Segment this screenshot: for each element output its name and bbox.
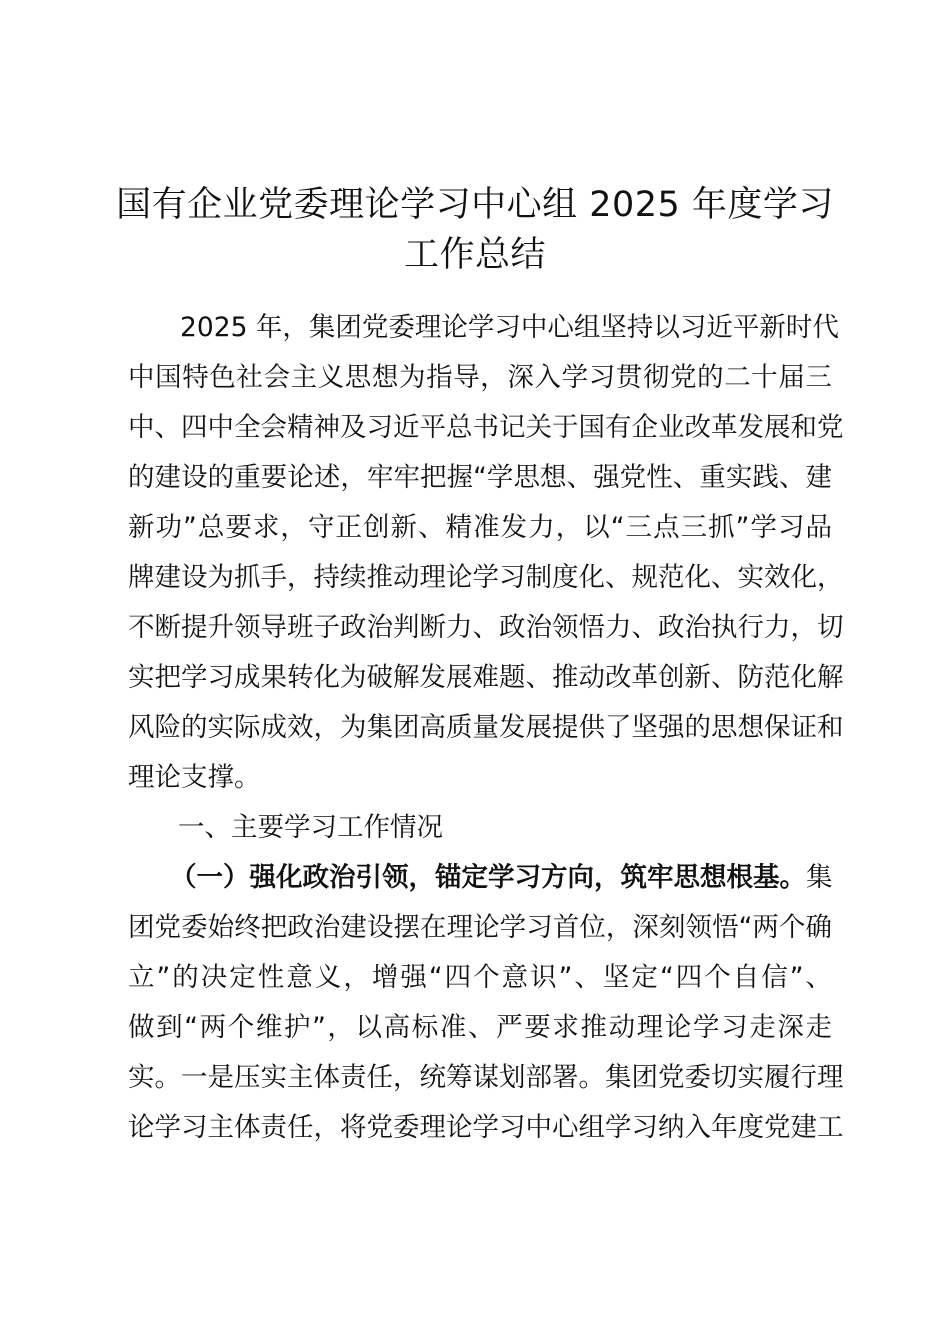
paragraph-line: 牌建设为抓手，持续推动理论学习制度化、规范化、实效化， bbox=[128, 562, 844, 593]
paragraph-line: 实。一是压实主体责任，统筹谋划部署。集团党委切实履行理 bbox=[128, 1062, 844, 1093]
section-heading: 一、主要学习工作情况 bbox=[178, 812, 443, 843]
document-title-line-1: 国有企业党委理论学习中心组 2025 年度学习 bbox=[116, 185, 834, 225]
subsection-first-line bbox=[170, 853, 832, 903]
paragraph-line: 中、四中全会精神及习近平总书记关于国有企业改革发展和党 bbox=[128, 412, 844, 443]
paragraph-line: 不断提升领导班子政治判断力、政治领悟力、政治执行力，切 bbox=[128, 612, 844, 643]
paragraph-line: 理论支撑。 bbox=[128, 762, 261, 793]
paragraph-line: 新功”总要求，守正创新、精准发力，以“三点三抓”学习品 bbox=[128, 512, 832, 543]
subsection-heading: （一）强化政治引领，锚定学习方向，筑牢思想根基。 bbox=[170, 862, 806, 893]
paragraph-line: 中国特色社会主义思想为指导，深入学习贯彻党的二十届三 bbox=[128, 362, 832, 393]
paragraph-line: 立”的决定性意义，增强“四个意识”、坚定“四个自信”、 bbox=[128, 962, 832, 993]
paragraph-line: 风险的实际成效，为集团高质量发展提供了坚强的思想保证和 bbox=[128, 712, 844, 743]
paragraph-line: 做到“两个维护”，以高标准、严要求推动理论学习走深走 bbox=[128, 1012, 832, 1043]
paragraph-line: 团党委始终把政治建设摆在理论学习首位，深刻领悟“两个确 bbox=[128, 912, 832, 943]
paragraph-line: 实把学习成果转化为破解发展难题、推动改革创新、防范化解 bbox=[128, 662, 844, 693]
subsection-text-start: 集 bbox=[806, 862, 833, 893]
paragraph-line: 2025 年，集团党委理论学习中心组坚持以习近平新时代 bbox=[180, 312, 839, 343]
document-title-line-2: 工作总结 bbox=[403, 235, 546, 275]
paragraph-line: 的建设的重要论述，牢牢把握“学思想、强党性、重实践、建 bbox=[128, 462, 832, 493]
paragraph-line: 论学习主体责任，将党委理论学习中心组学习纳入年度党建工 bbox=[128, 1112, 844, 1143]
